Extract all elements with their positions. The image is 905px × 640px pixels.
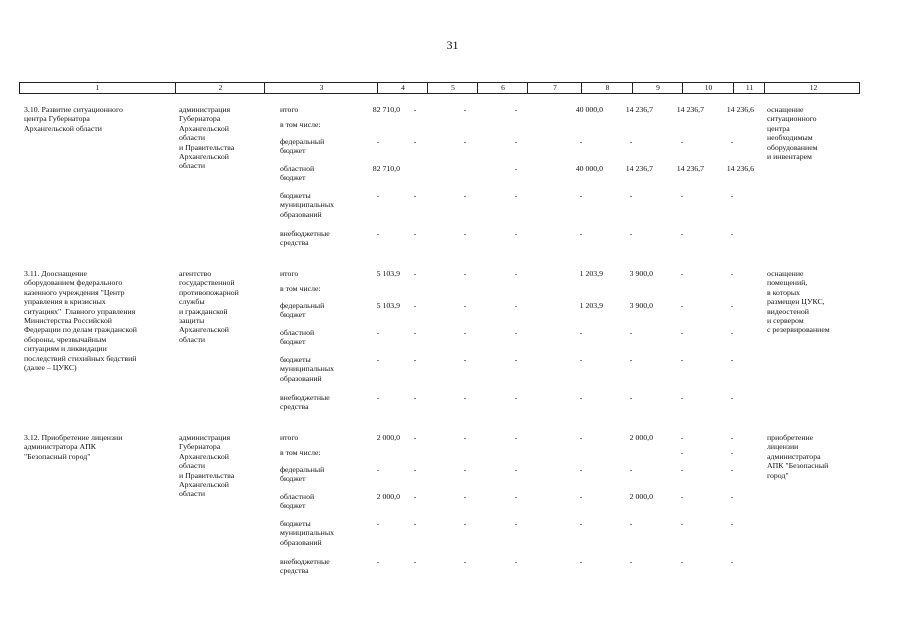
- funding-value: -: [579, 465, 583, 474]
- funding-value: -: [413, 137, 417, 146]
- funding-source: итого: [280, 433, 299, 442]
- funding-source: бюджеты муниципальных образований: [280, 519, 334, 547]
- funding-value: -: [514, 393, 518, 402]
- funding-value: 3 900,0: [629, 269, 653, 278]
- funding-value: -: [579, 137, 583, 146]
- header-col-1: 1: [95, 83, 100, 92]
- funding-value: -: [629, 393, 633, 402]
- funding-value: -: [680, 519, 684, 528]
- funding-value: -: [730, 355, 734, 364]
- header-col-2: 2: [175, 83, 265, 93]
- funding-value: -: [376, 393, 380, 402]
- funding-value: -: [514, 105, 518, 114]
- funding-value: -: [730, 492, 734, 501]
- funding-value: -: [730, 269, 734, 278]
- funding-value: -: [514, 137, 518, 146]
- funding-source: итого: [280, 269, 299, 278]
- funding-value: 40 000,0: [575, 164, 603, 173]
- funding-value: -: [579, 355, 583, 364]
- funding-source: бюджеты муниципальных образований: [280, 191, 334, 219]
- funding-value: -: [413, 433, 417, 442]
- funding-value: -: [463, 137, 467, 146]
- funding-value: 2 000,0: [629, 433, 653, 442]
- funding-value: -: [579, 492, 583, 501]
- funding-value: -: [680, 269, 684, 278]
- expected-result: оснащение ситуационного центра необходимым оборудованием и инвентарем: [767, 105, 818, 162]
- funding-value: -: [730, 393, 734, 402]
- funding-value: -: [463, 269, 467, 278]
- header-col-12: 12: [764, 83, 862, 93]
- funding-value: -: [629, 229, 633, 238]
- funding-value: -: [514, 465, 518, 474]
- funding-value: -: [629, 465, 633, 474]
- funding-value: -: [514, 557, 518, 566]
- executor: агентство государственной противопожарной службы и гражданской защиты Архангельской области: [179, 269, 239, 344]
- funding-value: -: [514, 492, 518, 501]
- funding-value: 2 000,0: [629, 492, 653, 501]
- funding-value: -: [413, 492, 417, 501]
- funding-value: 40 000,0: [575, 105, 603, 114]
- funding-value: -: [514, 328, 518, 337]
- funding-value: -: [376, 328, 380, 337]
- funding-value: -: [730, 137, 734, 146]
- funding-value: -: [413, 269, 417, 278]
- funding-value: -: [680, 465, 684, 474]
- funding-value: -: [730, 557, 734, 566]
- funding-value: -: [376, 465, 380, 474]
- funding-source: в том числе:: [280, 120, 321, 129]
- funding-value: -: [680, 137, 684, 146]
- funding-value: -: [413, 105, 417, 114]
- funding-value: -: [629, 557, 633, 566]
- funding-value: -: [680, 448, 684, 457]
- funding-source: федеральный бюджет: [280, 137, 325, 156]
- funding-value: -: [730, 433, 734, 442]
- funding-value: 5 103,9: [376, 269, 400, 278]
- header-col-4: 4: [377, 83, 428, 93]
- funding-source: областной бюджет: [280, 164, 315, 183]
- funding-value: -: [579, 328, 583, 337]
- funding-value: -: [376, 519, 380, 528]
- funding-value: -: [730, 465, 734, 474]
- funding-value: -: [463, 519, 467, 528]
- funding-value: -: [680, 433, 684, 442]
- header-col-10: 10: [682, 83, 734, 93]
- funding-value: -: [680, 301, 684, 310]
- header-col-7: 7: [527, 83, 582, 93]
- funding-value: -: [629, 355, 633, 364]
- header-col-5: 5: [427, 83, 478, 93]
- funding-value: -: [680, 355, 684, 364]
- funding-value: -: [463, 433, 467, 442]
- funding-value: 14 236,7: [676, 164, 704, 173]
- funding-value: -: [730, 519, 734, 528]
- funding-source: областной бюджет: [280, 328, 315, 347]
- funding-value: -: [376, 557, 380, 566]
- funding-value: -: [730, 448, 734, 457]
- header-col-6: 6: [477, 83, 528, 93]
- funding-value: 5 103,9: [376, 301, 400, 310]
- funding-value: 82 710,0: [372, 105, 400, 114]
- funding-value: -: [413, 229, 417, 238]
- funding-value: 1 203,9: [579, 269, 603, 278]
- funding-source: внебюджетные средства: [280, 393, 330, 412]
- funding-value: 2 000,0: [376, 433, 400, 442]
- funding-value: -: [413, 301, 417, 310]
- executor: администрация Губернатора Архангельской области и Правительства Архангельской области: [179, 105, 235, 171]
- funding-value: -: [463, 191, 467, 200]
- funding-value: -: [730, 229, 734, 238]
- funding-value: -: [376, 191, 380, 200]
- funding-value: -: [463, 355, 467, 364]
- funding-value: -: [680, 393, 684, 402]
- funding-value: -: [579, 519, 583, 528]
- measure-name: 3.12. Приобретение лицензии администратора АПК "Безопасный город": [24, 433, 123, 461]
- measure-name: 3.10. Развитие ситуационного центра Губернатора Архангельской области: [24, 105, 123, 133]
- funding-source: областной бюджет: [280, 492, 315, 511]
- funding-value: -: [730, 301, 734, 310]
- funding-value: -: [376, 137, 380, 146]
- funding-value: -: [463, 492, 467, 501]
- funding-value: 3 900,0: [629, 301, 653, 310]
- funding-value: -: [680, 328, 684, 337]
- funding-value: -: [413, 557, 417, 566]
- funding-value: -: [514, 519, 518, 528]
- funding-value: 14 236,6: [726, 105, 754, 114]
- funding-value: -: [413, 393, 417, 402]
- funding-value: 14 236,6: [726, 164, 754, 173]
- header-col-8: 8: [581, 83, 633, 93]
- funding-value: -: [730, 191, 734, 200]
- page-number: 31: [446, 38, 459, 52]
- funding-value: -: [463, 301, 467, 310]
- funding-value: -: [463, 465, 467, 474]
- funding-value: -: [680, 492, 684, 501]
- funding-value: -: [629, 328, 633, 337]
- funding-source: итого: [280, 105, 299, 114]
- funding-value: -: [463, 557, 467, 566]
- funding-value: 14 236,7: [625, 164, 653, 173]
- funding-source: внебюджетные средства: [280, 557, 330, 576]
- funding-value: -: [514, 191, 518, 200]
- funding-value: -: [413, 191, 417, 200]
- funding-value: -: [413, 465, 417, 474]
- funding-value: 1 203,9: [579, 301, 603, 310]
- measure-name: 3.11. Дооснащение оборудованием федерального казенного учреждения "Центр управления в кризисных ситуациях" Главного управления Министерства Российской Федерации по делам гражданской обороны, чрезвычайным ситуациям и ликвидации последствий стихийных бедствий (далее – ЦУКС): [24, 269, 137, 373]
- funding-value: -: [514, 269, 518, 278]
- funding-value: -: [376, 229, 380, 238]
- funding-source: в том числе:: [280, 448, 321, 457]
- table-header-row: [19, 82, 860, 94]
- funding-value: -: [730, 328, 734, 337]
- funding-source: бюджеты муниципальных образований: [280, 355, 334, 383]
- header-col-11: 11: [733, 83, 765, 93]
- header-col-3: 3: [264, 83, 378, 93]
- funding-value: -: [514, 229, 518, 238]
- funding-value: -: [413, 355, 417, 364]
- funding-value: -: [514, 433, 518, 442]
- funding-value: -: [680, 229, 684, 238]
- funding-value: -: [413, 519, 417, 528]
- funding-value: -: [514, 355, 518, 364]
- funding-value: 2 000,0: [376, 492, 400, 501]
- funding-value: -: [680, 191, 684, 200]
- funding-source: в том числе:: [280, 284, 321, 293]
- executor: администрация Губернатора Архангельской области и Правительства Архангельской области: [179, 433, 235, 499]
- funding-value: -: [413, 328, 417, 337]
- funding-value: -: [680, 557, 684, 566]
- funding-value: -: [514, 301, 518, 310]
- funding-value: -: [579, 433, 583, 442]
- funding-source: внебюджетные средства: [280, 229, 330, 248]
- funding-value: -: [579, 229, 583, 238]
- funding-value: -: [463, 328, 467, 337]
- funding-value: -: [579, 191, 583, 200]
- funding-value: -: [463, 229, 467, 238]
- funding-value: 14 236,7: [625, 105, 653, 114]
- header-col-9: 9: [632, 83, 683, 93]
- funding-value: -: [514, 164, 518, 173]
- funding-value: -: [579, 557, 583, 566]
- funding-source: федеральный бюджет: [280, 301, 325, 320]
- expected-result: оснащение помещений, в которых размещен ЦУКС, видеостеной и сервером с резервированием: [767, 269, 830, 335]
- funding-source: федеральный бюджет: [280, 465, 325, 484]
- expected-result: приобретение лицензии администратора АПК "Безопасный город": [767, 433, 829, 480]
- funding-value: -: [629, 519, 633, 528]
- funding-value: -: [579, 393, 583, 402]
- funding-value: -: [629, 191, 633, 200]
- funding-value: -: [629, 137, 633, 146]
- funding-value: -: [376, 355, 380, 364]
- funding-value: 14 236,7: [676, 105, 704, 114]
- funding-value: -: [463, 105, 467, 114]
- funding-value: 82 710,0: [372, 164, 400, 173]
- funding-value: -: [463, 393, 467, 402]
